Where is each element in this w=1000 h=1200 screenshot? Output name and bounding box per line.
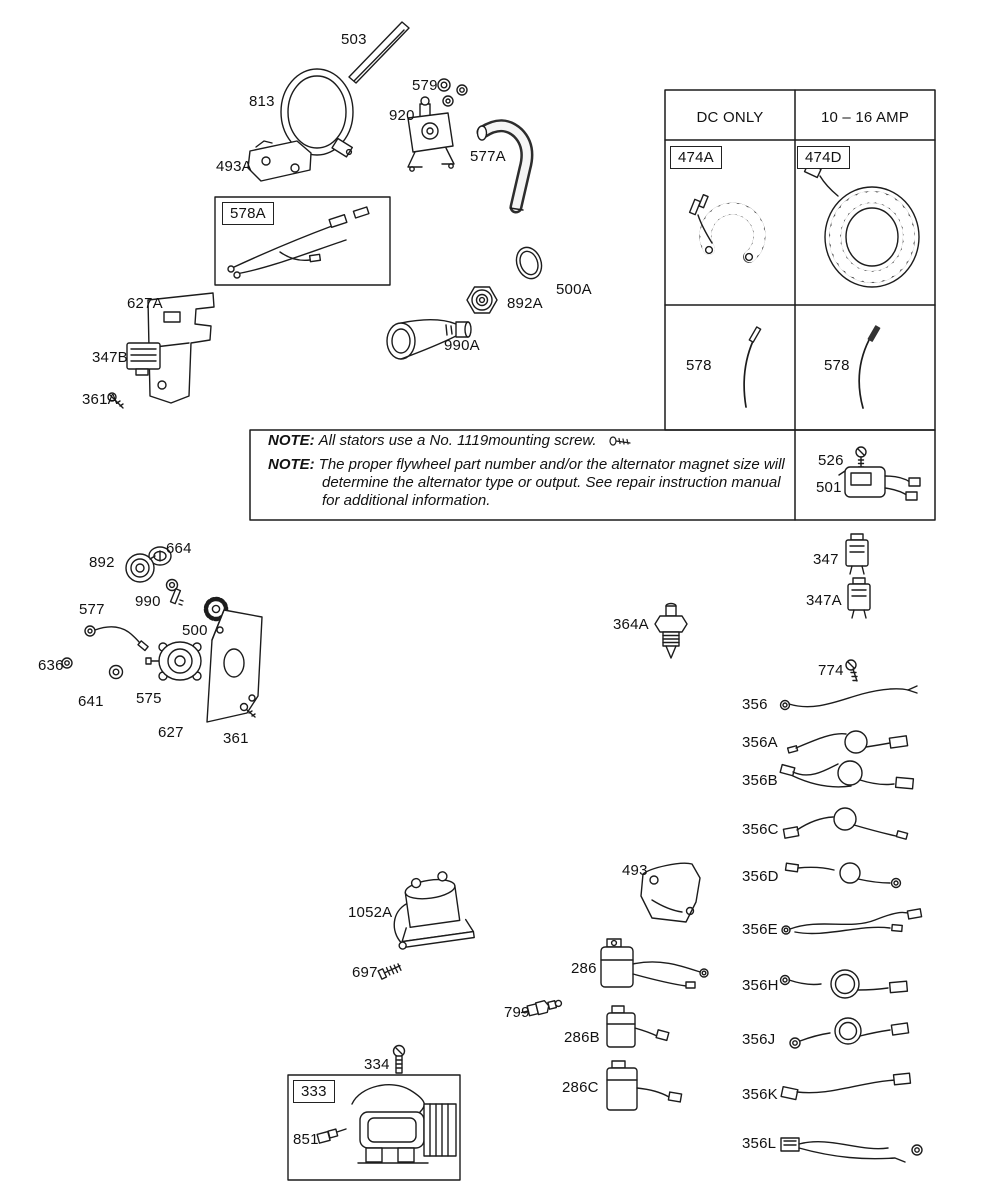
part-356E-graphic — [782, 909, 922, 934]
part-label-286: 286 — [571, 960, 597, 977]
part-356J-graphic — [790, 1018, 909, 1048]
part-label-851: 851 — [293, 1131, 319, 1148]
part-356-graphic — [781, 686, 918, 710]
part-474A-graphic — [690, 195, 760, 261]
part-334-graphic — [394, 1046, 405, 1074]
part-347-graphic — [846, 534, 868, 574]
mounting-screw-icon — [609, 435, 633, 447]
part-892-graphic — [126, 554, 155, 582]
part-493A-graphic — [248, 141, 311, 181]
part-label-774: 774 — [818, 662, 844, 679]
part-990-graphic — [167, 580, 184, 606]
part-label-347A: 347A — [806, 592, 842, 609]
part-526-graphic — [856, 447, 866, 468]
part-label-356L: 356L — [742, 1135, 777, 1152]
part-label-501: 501 — [816, 479, 842, 496]
part-label-664: 664 — [166, 540, 192, 557]
part-286B-graphic — [607, 1006, 669, 1047]
part-356K-graphic — [781, 1073, 910, 1099]
part-label-627: 627 — [158, 724, 184, 741]
part-label-493: 493 — [622, 862, 648, 879]
part-892A-graphic — [467, 287, 497, 313]
part-label-356C: 356C — [742, 821, 779, 838]
part-label-920: 920 — [389, 107, 415, 124]
part-label-356A: 356A — [742, 734, 778, 751]
part-578-dc-graphic — [744, 327, 761, 407]
part-label-1052A: 1052A — [348, 904, 393, 921]
part-361-graphic — [241, 704, 256, 718]
part-364A-graphic — [655, 604, 687, 659]
part-label-347: 347 — [813, 551, 839, 568]
part-577-graphic — [85, 626, 148, 651]
note-stators — [268, 432, 633, 450]
part-label-356B: 356B — [742, 772, 778, 789]
part-641-graphic — [110, 666, 123, 679]
note2-text: The proper flywheel part number and/or the alternator magnet size will determine the alternator type or output. See repair instruction manual for additional information. — [318, 456, 785, 509]
part-356A-graphic — [788, 731, 908, 753]
part-label-334: 334 — [364, 1056, 390, 1073]
part-label-364A: 364A — [613, 616, 649, 633]
part-label-579: 579 — [412, 77, 438, 94]
note1-text: All stators use a No. 1119mounting screw. — [318, 432, 597, 449]
part-label-333: 333 — [293, 1080, 335, 1103]
table-header-10-16-amp: 10 – 16 AMP — [820, 109, 910, 126]
part-label-474A: 474A — [670, 146, 722, 169]
part-label-578-amp: 578 — [824, 357, 850, 374]
part-286C-graphic — [607, 1061, 682, 1110]
part-356D-graphic — [786, 863, 901, 888]
part-578-amp-graphic — [859, 326, 880, 408]
part-label-577A: 577A — [470, 148, 506, 165]
part-label-627A: 627A — [127, 295, 163, 312]
part-920-graphic — [408, 97, 454, 171]
part-356B-graphic — [780, 761, 913, 789]
part-label-526: 526 — [818, 452, 844, 469]
part-label-503: 503 — [341, 31, 367, 48]
part-label-474D: 474D — [797, 146, 850, 169]
part-697-graphic — [378, 962, 402, 980]
part-774-graphic — [846, 660, 857, 681]
part-label-892: 892 — [89, 554, 115, 571]
part-label-286B: 286B — [564, 1029, 600, 1046]
part-label-356H: 356H — [742, 977, 779, 994]
part-label-892A: 892A — [507, 295, 543, 312]
part-579-graphic — [438, 79, 467, 106]
part-label-286C: 286C — [562, 1079, 599, 1096]
part-label-990A: 990A — [444, 337, 480, 354]
part-label-356: 356 — [742, 696, 768, 713]
part-286-graphic — [601, 939, 708, 988]
part-label-641: 641 — [78, 693, 104, 710]
part-label-356J: 356J — [742, 1031, 776, 1048]
part-label-697: 697 — [352, 964, 378, 981]
part-label-813: 813 — [249, 93, 275, 110]
part-577A-graphic — [478, 126, 527, 210]
part-label-575: 575 — [136, 690, 162, 707]
note2-prefix: NOTE: — [268, 456, 315, 473]
part-label-799: 799 — [504, 1004, 530, 1021]
part-label-500A: 500A — [556, 281, 592, 298]
part-label-356K: 356K — [742, 1086, 778, 1103]
part-356H-graphic — [781, 970, 908, 998]
part-label-990: 990 — [135, 593, 161, 610]
part-label-347B: 347B — [92, 349, 128, 366]
part-347A-graphic — [848, 578, 870, 618]
part-493-graphic — [641, 863, 700, 922]
part-501-graphic — [839, 467, 920, 500]
note-flywheel — [268, 456, 800, 510]
part-356C-graphic — [783, 808, 907, 839]
note1-prefix: NOTE: — [268, 432, 315, 449]
table-header-dc-only: DC ONLY — [696, 109, 764, 126]
part-356L-graphic — [781, 1138, 922, 1162]
part-575-graphic — [146, 642, 201, 680]
part-label-577: 577 — [79, 601, 105, 618]
part-label-356D: 356D — [742, 868, 779, 885]
part-label-356E: 356E — [742, 921, 778, 938]
part-label-578-dc: 578 — [686, 357, 712, 374]
part-500A-graphic — [512, 244, 545, 282]
part-474D-graphic — [805, 163, 919, 287]
part-label-361A: 361A — [82, 391, 118, 408]
part-label-493A: 493A — [216, 158, 252, 175]
part-label-636: 636 — [38, 657, 64, 674]
part-627-graphic — [207, 610, 262, 722]
part-label-500: 500 — [182, 622, 208, 639]
part-label-361: 361 — [223, 730, 249, 747]
part-1052A-graphic — [388, 869, 475, 950]
part-label-578A: 578A — [222, 202, 274, 225]
